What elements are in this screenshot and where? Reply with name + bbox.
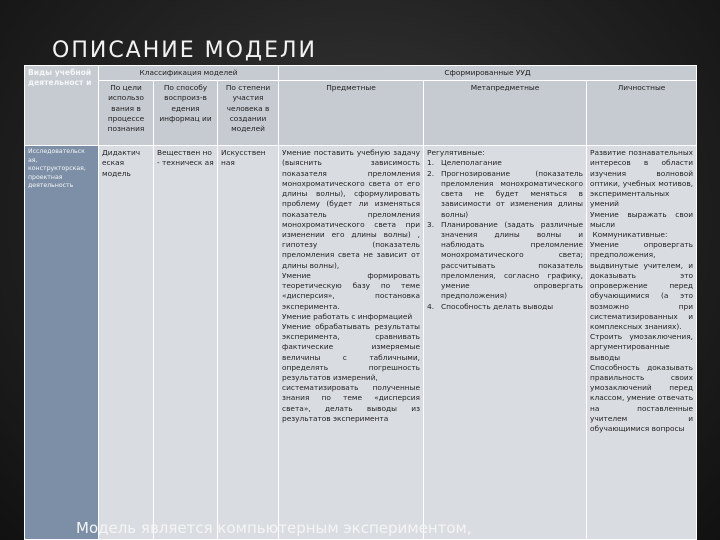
header-row-top: [25, 66, 697, 81]
list-item: Умение опровергать предположения, выдвинутые учителем, и доказывать это опровержение перед обучающимися (а это возможно при систематизированных и комплексных знаниях).: [590, 240, 694, 331]
cell-personal: [587, 146, 697, 540]
cell-goal: Дидактич еская модель: [99, 146, 154, 540]
slide-caption: Модель является компьютерным экспериментом,: [76, 519, 472, 537]
subject-paragraph: Умение обрабатывать результаты эксперимента, сравнивать фактические измеряемые величины с табличными, определять погрешность результатов измерений,: [282, 321, 421, 383]
subject-paragraph: Умение работать с информацией: [282, 311, 413, 321]
cell-degree: Искусствен ная: [218, 146, 279, 540]
subject-paragraph: систематизировать полученные знания по теме «дисперсия света», делать выводы из результатов эксперимента: [282, 383, 421, 423]
cell-activity: Исследовательск ая, конструкторская, проектная деятельность: [25, 146, 99, 540]
header-uud: Сформированные УУД: [279, 66, 697, 81]
personal-list: [590, 148, 693, 434]
header-activity-types: Виды учебной деятельност и: [25, 66, 99, 146]
cell-meta: [424, 146, 587, 540]
list-item: 2. Прогнозирование (показатель преломления монохроматического света не будет меняться в зависимости от изменения длины волны): [427, 168, 584, 219]
list-item: Развитие познавательных интересов в области изучения волновой оптики, учебных мотивов, экспериментальных умений: [590, 148, 694, 209]
header-classification: Классификация моделей: [99, 66, 279, 81]
meta-list: [427, 158, 583, 311]
header-row-columns: [25, 81, 697, 146]
list-item: Способность доказывать правильность своих умозаключений перед классом, умение отвечать на поставленные учителем и обучающимися вопросы: [590, 362, 694, 434]
list-item: 4. Способность делать выводы: [427, 301, 554, 311]
col-header-method: По способу воспроиз-в едения информац ии: [154, 81, 218, 146]
table-row: [25, 146, 697, 540]
col-header-meta: Метапредметные: [424, 81, 587, 146]
subject-paragraph: Умение поставить учебную задачу (выяснить зависимость показателя преломления монохроматического света от его длины волны), сформулировать проблему (будет ли изменяться показатель преломления монохроматического света при изменении его длины волны) , гипотезу (показатель преломления света не зависит от длины волны),: [282, 148, 421, 270]
slide-title: ОПИСАНИЕ МОДЕЛИ: [52, 38, 318, 63]
meta-heading: Регулятивные:: [427, 148, 485, 158]
col-header-degree: По степени участия человека в создании моделей: [218, 81, 279, 146]
model-description-table: [24, 65, 697, 540]
cell-method: Веществен но - техническ ая: [154, 146, 218, 540]
col-header-subject: Предметные: [279, 81, 424, 146]
cell-subject: [279, 146, 424, 540]
list-item: Умение выражать свои мысли: [590, 209, 694, 229]
list-item: 1. Целеполагание: [427, 158, 502, 168]
list-item: 3. Планирование (задать различные значения длины волны и наблюдать преломление монохроматического света; рассчитывать показатель преломления, согласно графику, умение опровергать предположения): [427, 219, 584, 301]
list-item: Коммуникативные:: [590, 229, 668, 239]
subject-paragraph: Умение формировать теоретическую базу по теме «дисперсия», постановка эксперимента.: [282, 270, 421, 311]
list-item: Строить умозаключения, аргументированные выводы: [590, 332, 694, 362]
col-header-goal: По цели использо вания в процессе познания: [99, 81, 154, 146]
col-header-personal: Личностные: [587, 81, 697, 146]
